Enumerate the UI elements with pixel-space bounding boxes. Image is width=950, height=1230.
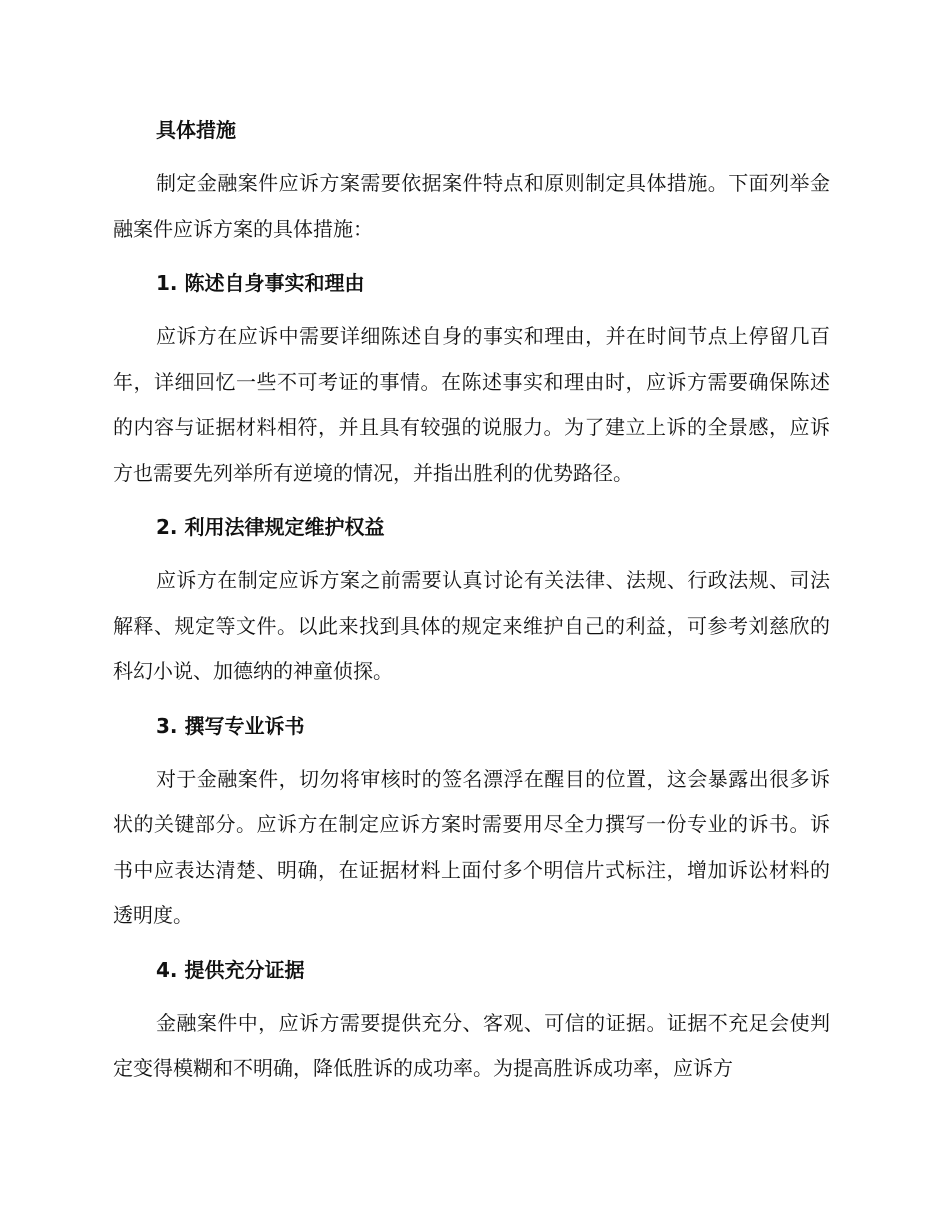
section-heading-2: 2. 利用法律规定维护权益 (156, 515, 385, 539)
section-body-2: 应诉方在制定应诉方案之前需要认真讨论有关法律、法规、行政法规、司法解释、规定等文件。以此来找到具体的规定来维护自己的利益，可参考刘慈欣的科幻小说、加德纳的神童侦探。 (113, 568, 830, 683)
section-heading-3: 3. 撰写专业诉书 (156, 713, 305, 738)
section-body-4: 金融案件中，应诉方需要提供充分、客观、可信的证据。证据不充足会使判定变得模糊和不明确，降低胜诉的成功率。为提高胜诉成功率，应诉方 (113, 1010, 830, 1080)
section-body-measures: 制定金融案件应诉方案需要依据案件特点和原则制定具体措施。下面列举金融案件应诉方案的具体措施： (113, 171, 830, 241)
section-body-1: 应诉方在应诉中需要详细陈述自身的事实和理由，并在时间节点上停留几百年，详细回忆一些不可考证的事情。在陈述事实和理由时，应诉方需要确保陈述的内容与证据材料相符，并且具有较强的说服力。为了建立上诉的全景感，应诉方也需要先列举所有逆境的情况，并指出胜利的优势路径。 (113, 324, 830, 485)
document-page (113, 108, 830, 1092)
section-heading-4: 4. 提供充分证据 (156, 957, 305, 982)
section-heading-measures: 具体措施 (156, 118, 236, 142)
section-body-3: 对于金融案件，切勿将审核时的签名漂浮在醒目的位置，这会暴露出很多诉状的关键部分。应诉方在制定应诉方案时需要用尽全力撰写一份专业的诉书。诉书中应表达清楚、明确，在证据材料上面付多个明信片式标注，增加诉讼材料的透明度。 (113, 766, 830, 927)
section-heading-1: 1. 陈述自身事实和理由 (156, 271, 365, 295)
